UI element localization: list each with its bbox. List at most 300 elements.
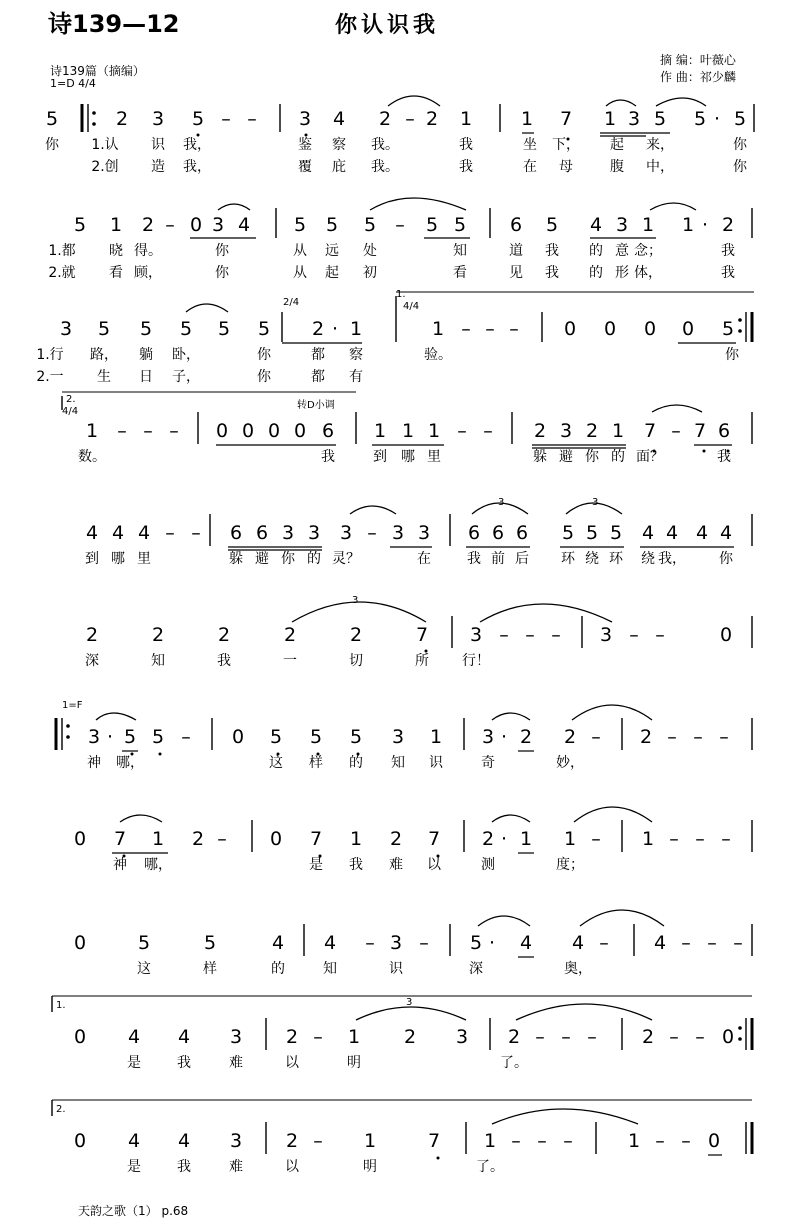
lyric-verse1: 我，	[658, 551, 686, 567]
note: 1	[519, 828, 533, 850]
lyric-verse1: 我，	[183, 137, 211, 153]
note: 1	[151, 828, 165, 850]
lyric-verse2: 起	[325, 265, 339, 281]
note: 2	[151, 624, 165, 646]
note: 3	[469, 624, 483, 646]
note: 0	[73, 1026, 87, 1048]
note: 0	[719, 624, 733, 646]
lyric-verse1: 绕	[585, 551, 599, 567]
lyric-verse1: 来，	[646, 137, 674, 153]
lyric-verse1: 难	[389, 857, 403, 873]
note: 2	[639, 726, 653, 748]
note: 0	[603, 318, 617, 340]
note: 2	[191, 828, 205, 850]
source-text: 诗139篇（摘编）	[50, 64, 145, 78]
lyric-verse2: 我	[545, 265, 559, 281]
lyric-verse2: 造	[151, 159, 165, 175]
score-marker: 1.	[56, 1000, 66, 1011]
note: 3	[229, 1130, 243, 1152]
note: 3	[559, 420, 573, 442]
lyric-verse2: 看	[453, 265, 467, 281]
note: –	[721, 828, 731, 850]
note: 5	[269, 726, 283, 748]
note: 1	[520, 108, 534, 130]
lyric-verse2: 子，	[172, 369, 200, 385]
note: 2	[721, 214, 735, 236]
lyric-verse2: 都	[311, 369, 325, 385]
note: 0	[643, 318, 657, 340]
note: ·	[331, 318, 339, 340]
note: 7	[415, 624, 429, 646]
lyric-verse1: 你	[719, 551, 733, 567]
lyric-verse1: 远	[325, 243, 339, 259]
note: 4	[519, 932, 533, 954]
lyric-verse1: 这	[269, 755, 283, 771]
lyric-verse1: 你	[45, 137, 59, 153]
lyric-verse1: 你	[281, 551, 295, 567]
note: 1	[401, 420, 415, 442]
key-signature: 1=D 4/4	[50, 77, 96, 90]
note: 1	[431, 318, 445, 340]
note: 4	[589, 214, 603, 236]
note: 5	[45, 108, 59, 130]
note: 5	[469, 932, 483, 954]
note: 1	[563, 828, 577, 850]
note: 6	[321, 420, 335, 442]
note: 1	[349, 828, 363, 850]
lyric-verse1: 你	[215, 243, 229, 259]
note: 2	[285, 1026, 299, 1048]
note: 1	[347, 1026, 361, 1048]
note: –	[313, 1130, 323, 1152]
note: 2	[389, 828, 403, 850]
score-marker: 1=F	[62, 700, 83, 711]
note: 2	[481, 828, 495, 850]
lyric-verse1: 以	[285, 1055, 299, 1071]
note: 3	[599, 624, 613, 646]
lyric-verse1: 知	[391, 755, 405, 771]
note: 3	[389, 932, 403, 954]
lyric-verse1: 我	[177, 1055, 191, 1071]
lyric-verse2: 看	[109, 265, 123, 281]
note: 0	[215, 420, 229, 442]
note: ·	[106, 726, 114, 748]
lyric-verse2: 庇	[332, 159, 346, 175]
lyric-verse1: 察	[349, 347, 363, 363]
score-marker: 转D小调	[297, 400, 335, 411]
lyric-verse1: 后	[515, 551, 529, 567]
lyric-verse1: 晓	[109, 243, 123, 259]
lyric-verse1: 明	[363, 1159, 377, 1175]
note: 1	[85, 420, 99, 442]
note: 1	[641, 828, 655, 850]
lyric-verse2: 2.一	[36, 369, 64, 385]
note: 0	[73, 1130, 87, 1152]
lyric-verse2: 2.就	[48, 265, 76, 281]
lyric-verse1: 在	[417, 551, 431, 567]
lyric-verse2: 体，	[634, 265, 662, 281]
note: 4	[571, 932, 585, 954]
note: –	[221, 108, 231, 130]
lyric-verse1: 是	[127, 1055, 141, 1071]
note: –	[483, 420, 493, 442]
note: –	[165, 214, 175, 236]
note: 4	[653, 932, 667, 954]
note: 7	[427, 828, 441, 850]
note: 5	[561, 522, 575, 544]
lyric-verse1: 的	[271, 961, 285, 977]
lyric-verse1: 难	[229, 1159, 243, 1175]
note: 4	[127, 1026, 141, 1048]
note: –	[629, 624, 639, 646]
note: 4	[177, 1130, 191, 1152]
note: –	[655, 1130, 665, 1152]
note: 1	[627, 1130, 641, 1152]
lyric-verse1: 所	[415, 653, 429, 669]
note: –	[719, 726, 729, 748]
note: 5	[97, 318, 111, 340]
note: –	[561, 1026, 571, 1048]
lyric-verse1: 到	[85, 551, 99, 567]
note: 5	[693, 108, 707, 130]
song-title: 你认识我	[335, 13, 440, 38]
score-marker: 4/4	[62, 406, 79, 417]
note: –	[551, 624, 561, 646]
note: 4	[695, 522, 709, 544]
note: ·	[500, 828, 508, 850]
note: 2	[141, 214, 155, 236]
note: 5	[585, 522, 599, 544]
note: –	[587, 1026, 597, 1048]
note: 7	[693, 420, 707, 442]
note: 2	[507, 1026, 521, 1048]
score-marker: 3	[352, 595, 359, 606]
lyric-verse2: 日	[139, 369, 153, 385]
lyric-verse1: 深	[469, 961, 483, 977]
lyric-verse2: 顾，	[134, 265, 162, 281]
note: 4	[85, 522, 99, 544]
note: –	[535, 1026, 545, 1048]
note: 5	[151, 726, 165, 748]
lyric-verse1: 1.行	[36, 347, 64, 363]
note: 5	[191, 108, 205, 130]
lyric-verse1: 我	[459, 137, 473, 153]
note: 3	[87, 726, 101, 748]
lyric-verse1: 深	[85, 653, 99, 669]
lyric-verse1: 神	[113, 857, 127, 873]
score-marker: 3	[498, 497, 505, 508]
note: ·	[488, 932, 496, 954]
lyric-verse1: 识	[429, 755, 443, 771]
note: –	[499, 624, 509, 646]
lyric-verse2: 有	[349, 369, 363, 385]
note: 2	[378, 108, 392, 130]
note: 0	[73, 932, 87, 954]
lyric-verse1: 你	[257, 347, 271, 363]
note: 1	[349, 318, 363, 340]
score-marker: 2/4	[283, 297, 300, 308]
composer-credit: 作 曲：祁少麟	[660, 70, 736, 84]
lyric-verse2: 初	[363, 265, 377, 281]
note: 0	[269, 828, 283, 850]
note: –	[217, 828, 227, 850]
lyric-verse1: 的	[611, 449, 625, 465]
note: 2	[283, 624, 297, 646]
note: 3	[481, 726, 495, 748]
note: 2	[641, 1026, 655, 1048]
lyric-verse1: 你	[725, 347, 739, 363]
note: 6	[255, 522, 269, 544]
note: –	[511, 1130, 521, 1152]
lyric-verse2: 母	[559, 159, 573, 175]
note: –	[405, 108, 415, 130]
lyric-verse2: 从	[293, 265, 307, 281]
score-marker: 3	[592, 497, 599, 508]
lyric-verse1: 我	[349, 857, 363, 873]
lyric-verse1: 察	[332, 137, 346, 153]
lyric-verse1: 里	[137, 551, 151, 567]
lyric-verse1: 处	[363, 243, 377, 259]
note: 4	[665, 522, 679, 544]
note: 5	[721, 318, 735, 340]
lyric-verse1: 里	[427, 449, 441, 465]
lyric-verse1: 路，	[90, 347, 118, 363]
lyric-verse1: 以	[427, 857, 441, 873]
note: 7	[643, 420, 657, 442]
note: 1	[681, 214, 695, 236]
note: 4	[271, 932, 285, 954]
lyric-verse1: 奇	[481, 755, 495, 771]
lyric-verse1: 妙，	[556, 755, 584, 771]
note: 0	[707, 1130, 721, 1152]
lyric-verse1: 一	[283, 653, 297, 669]
note: 5	[137, 932, 151, 954]
note: 2	[403, 1026, 417, 1048]
note: 5	[545, 214, 559, 236]
note: 5	[203, 932, 217, 954]
lyric-verse1: 从	[293, 243, 307, 259]
lyric-verse1: 哪	[111, 551, 125, 567]
lyric-verse1: 我。	[371, 137, 399, 153]
lyric-verse2: 见	[509, 265, 523, 281]
note: 1	[427, 420, 441, 442]
lyric-verse1: 避	[559, 449, 573, 465]
note: –	[419, 932, 429, 954]
lyric-verse1: 难	[229, 1055, 243, 1071]
lyric-verse2: 中，	[646, 159, 674, 175]
note: 4	[332, 108, 346, 130]
note: –	[181, 726, 191, 748]
footer-source: 天韵之歌（1） p.68	[78, 1204, 189, 1218]
lyric-verse2: 你	[733, 159, 747, 175]
note: ·	[500, 726, 508, 748]
note: –	[169, 420, 179, 442]
lyric-verse2: 你	[215, 265, 229, 281]
note: 2	[425, 108, 439, 130]
note: 1	[429, 726, 443, 748]
note: –	[525, 624, 535, 646]
note: 2	[349, 624, 363, 646]
lyric-verse1: 我	[721, 243, 735, 259]
lyric-verse1: 环	[609, 551, 623, 567]
note: 5	[309, 726, 323, 748]
note: 1	[603, 108, 617, 130]
lyric-verse1: 样	[309, 755, 323, 771]
note: –	[537, 1130, 547, 1152]
lyric-verse1: 知	[151, 653, 165, 669]
lyric-verse2: 你	[257, 369, 271, 385]
lyric-verse1: 躺	[139, 347, 153, 363]
note: –	[681, 932, 691, 954]
octave-dots	[123, 134, 733, 1160]
note: 4	[323, 932, 337, 954]
lyric-verse1: 识	[389, 961, 403, 977]
note: 5	[257, 318, 271, 340]
lyric-verse1: 道	[509, 243, 523, 259]
note: –	[461, 318, 471, 340]
note: 2	[585, 420, 599, 442]
lyric-verse1: 躲	[533, 449, 547, 465]
note: 0	[721, 1026, 735, 1048]
note: 4	[111, 522, 125, 544]
note: 4	[641, 522, 655, 544]
lyric-verse1: 是	[309, 857, 323, 873]
lyric-verse1: 避	[255, 551, 269, 567]
lyric-verse2: 的	[589, 265, 603, 281]
lyric-verse1: 卧，	[172, 347, 200, 363]
note: –	[247, 108, 257, 130]
note: –	[591, 828, 601, 850]
note: 0	[267, 420, 281, 442]
note: 4	[137, 522, 151, 544]
note: 7	[559, 108, 573, 130]
lyric-verse1: 我	[217, 653, 231, 669]
note: 1	[109, 214, 123, 236]
note: 1	[611, 420, 625, 442]
note: –	[395, 214, 405, 236]
note: –	[695, 1026, 705, 1048]
note: 6	[515, 522, 529, 544]
note: 5	[453, 214, 467, 236]
lyric-verse1: 都	[311, 347, 325, 363]
lyric-verse1: 哪，	[144, 857, 172, 873]
note: 3	[151, 108, 165, 130]
note: –	[563, 1130, 573, 1152]
lyric-verse1: 明	[347, 1055, 361, 1071]
note: 3	[281, 522, 295, 544]
lyric-verse2: 我。	[371, 159, 399, 175]
note: –	[695, 828, 705, 850]
lyric-verse1: 躲	[229, 551, 243, 567]
lyric-verse1: 知	[323, 961, 337, 977]
lyric-verse1: 数。	[78, 449, 106, 465]
note: –	[117, 420, 127, 442]
note: –	[457, 420, 467, 442]
lyric-verse1: 面？	[636, 449, 664, 465]
note: 2	[115, 108, 129, 130]
lyric-verse2: 腹	[610, 159, 624, 175]
note: –	[669, 828, 679, 850]
lyric-verse1: 的	[349, 755, 363, 771]
score-marker: 3	[406, 997, 413, 1008]
note: 3	[59, 318, 73, 340]
note: 6	[717, 420, 731, 442]
note: –	[733, 932, 743, 954]
note: 5	[733, 108, 747, 130]
note: 6	[491, 522, 505, 544]
note: 1	[373, 420, 387, 442]
note: 6	[509, 214, 523, 236]
note: 0	[563, 318, 577, 340]
lyric-verse2: 覆	[298, 159, 312, 175]
note: 5	[139, 318, 153, 340]
note: 5	[325, 214, 339, 236]
lyric-verse1: 我	[467, 551, 481, 567]
note: 0	[231, 726, 245, 748]
note: 5	[123, 726, 137, 748]
note: 4	[127, 1130, 141, 1152]
note: 6	[467, 522, 481, 544]
note: –	[591, 726, 601, 748]
lyric-verse2: 我，	[183, 159, 211, 175]
note: 6	[229, 522, 243, 544]
lyric-verse1: 识	[151, 137, 165, 153]
note: –	[669, 1026, 679, 1048]
note: 0	[189, 214, 203, 236]
arranger-credit: 摘 编：叶薇心	[660, 53, 736, 67]
note: 4	[237, 214, 251, 236]
note: 3	[307, 522, 321, 544]
note: –	[667, 726, 677, 748]
lyric-verse1: 度；	[556, 857, 584, 873]
lyric-verse1: 奥，	[564, 961, 592, 977]
lyric-verse2: 我	[721, 265, 735, 281]
lyric-verse1: 鉴	[298, 137, 312, 153]
lyric-verse1: 哪，	[116, 755, 144, 771]
note: 5	[363, 214, 377, 236]
note: 5	[73, 214, 87, 236]
lyric-verse1: 行！	[462, 653, 490, 669]
lyric-verse1: 到	[373, 449, 387, 465]
note: –	[693, 726, 703, 748]
note: 3	[615, 214, 629, 236]
note: –	[707, 932, 717, 954]
note: 2	[217, 624, 231, 646]
note: 0	[681, 318, 695, 340]
note: –	[165, 522, 175, 544]
note: –	[599, 932, 609, 954]
note: 0	[293, 420, 307, 442]
lyric-verse1: 样	[203, 961, 217, 977]
note: 1	[459, 108, 473, 130]
note: –	[671, 420, 681, 442]
lyric-verse2: 2.创	[91, 159, 119, 175]
lyric-verse1: 是	[127, 1159, 141, 1175]
note: 7	[427, 1130, 441, 1152]
note: ·	[713, 108, 721, 130]
lyric-verse1: 意	[615, 243, 629, 259]
lyric-verse1: 1.认	[91, 137, 119, 153]
lyric-verse1: 环	[561, 551, 575, 567]
note: 3	[455, 1026, 469, 1048]
lyric-verse1: 的	[307, 551, 321, 567]
lyric-verse1: 坐	[523, 137, 537, 153]
lyric-verse1: 这	[137, 961, 151, 977]
score-marker: 4/4	[403, 301, 420, 312]
note: 7	[309, 828, 323, 850]
note: 3	[627, 108, 641, 130]
note: 2	[85, 624, 99, 646]
